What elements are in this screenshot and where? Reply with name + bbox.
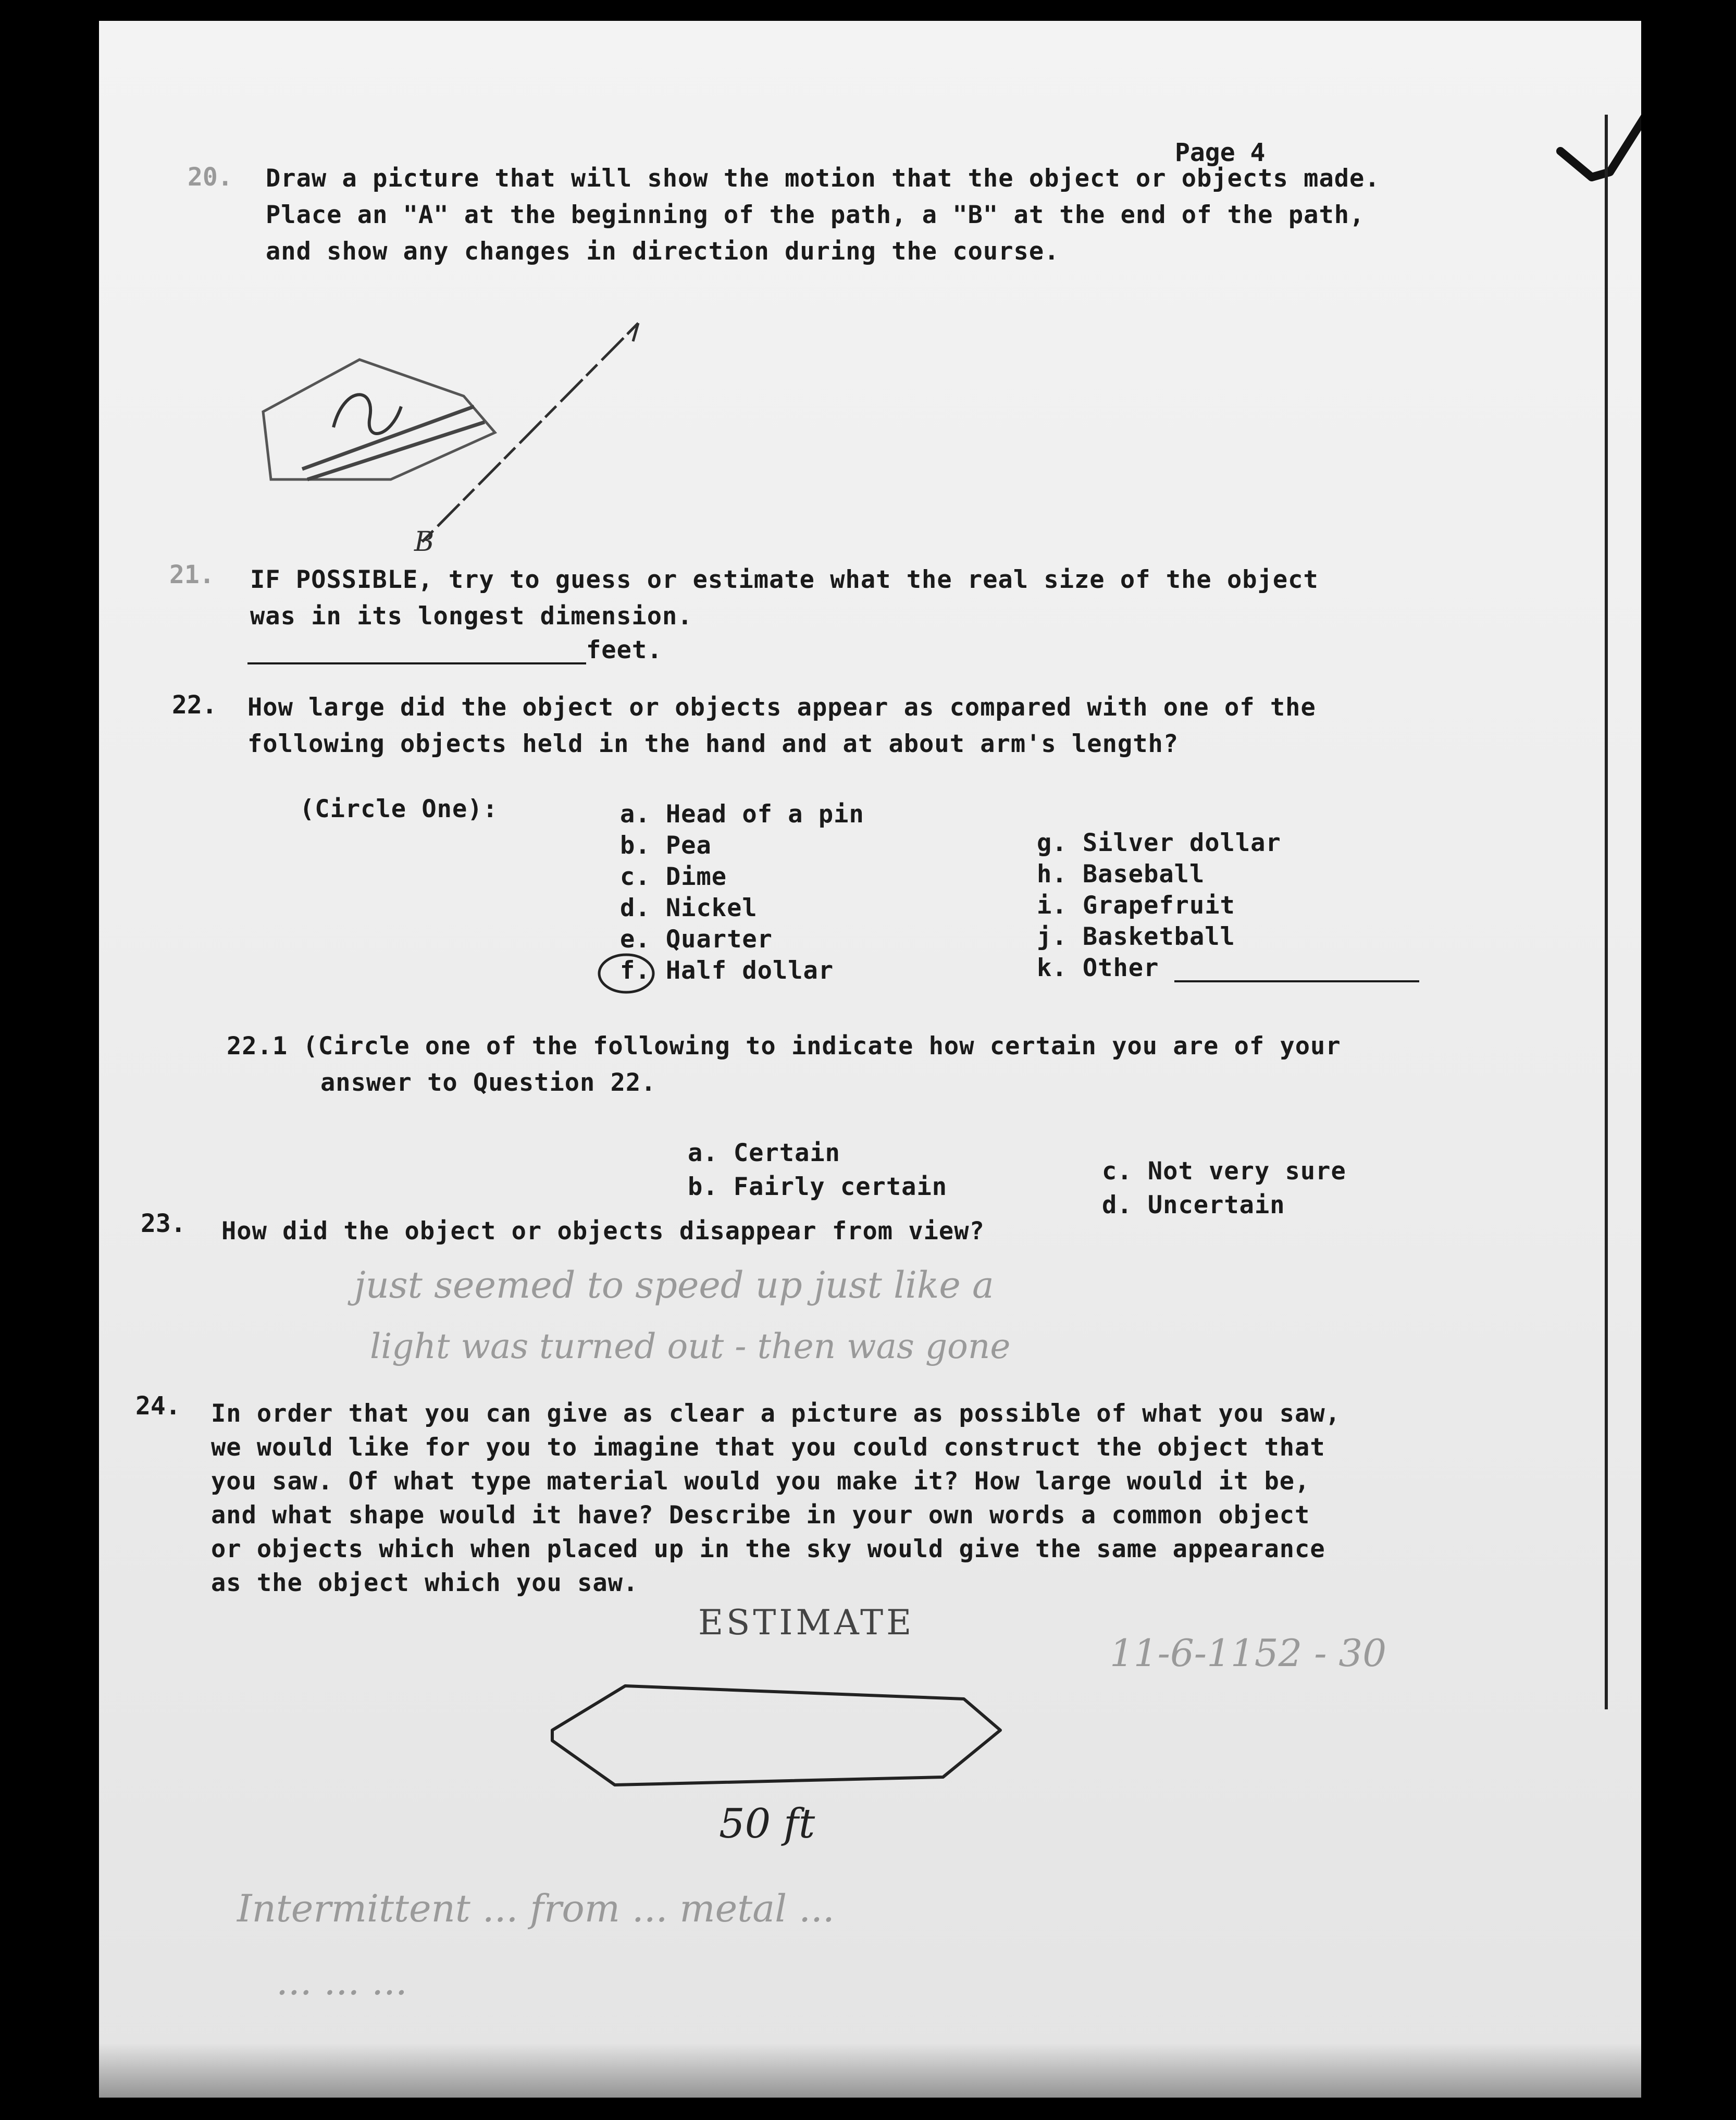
q22-line-2: following objects held in the hand and at about arm's length? [247, 730, 1179, 758]
q24-number: 24. [135, 1391, 181, 1421]
q20-line-1: Draw a picture that will show the motion that the object or objects made. [266, 164, 1380, 193]
option-letter: b. [688, 1173, 718, 1201]
q24-handwritten-side-note: 11-6-1152 - 30 [1110, 1631, 1387, 1675]
q24-handwritten-estimate: ESTIMATE [698, 1603, 915, 1643]
option-text: Nickel [665, 894, 758, 922]
q24-handwritten-line-1: Intermittent ... from ... metal ... [237, 1887, 835, 1930]
q21-line-1: IF POSSIBLE, try to guess or estimate what the real size of the object [250, 565, 1319, 594]
q24-line-3: you saw. Of what type material would you make it? How large would it be, [211, 1467, 1310, 1496]
option-letter: f. [620, 956, 651, 985]
q21-unit: feet. [586, 636, 663, 664]
q22-instruction: (Circle One): [300, 795, 498, 823]
option-text: Basketball [1082, 922, 1235, 951]
option-letter: a. [688, 1139, 718, 1167]
q24-handwritten-line-2: ... ... ... [276, 1959, 407, 2003]
q24-line-5: or objects which when placed up in the sky would give the same appearance [211, 1535, 1325, 1563]
q23-handwritten-line-1: just seemed to speed up just like a [354, 1264, 994, 1306]
option-text: Not very sure [1147, 1157, 1346, 1186]
option-letter: g. [1037, 829, 1068, 857]
option-letter: j. [1037, 922, 1068, 951]
option-text: Other [1082, 954, 1159, 982]
option-letter: d. [1102, 1191, 1133, 1219]
option-text: Half dollar [665, 956, 834, 985]
option-letter: d. [620, 894, 651, 922]
q23-number: 23. [141, 1209, 186, 1238]
option-letter: e. [620, 925, 651, 954]
q22-1-number: 22.1 [227, 1032, 288, 1061]
option-letter: b. [620, 831, 651, 860]
option-text: Quarter [665, 925, 773, 954]
q22-1-line-2: answer to Question 22. [320, 1068, 656, 1097]
q20-number: 20. [188, 163, 233, 192]
option-text: Dime [665, 862, 727, 891]
q22-line-1: How large did the object or objects appear as compared with one of the [247, 693, 1316, 722]
q22-1-text: (Circle one of the following to indicate how certain you are of your [303, 1032, 1341, 1061]
q20-line-2: Place an "A" at the beginning of the path, a "B" at the end of the path, [266, 201, 1365, 229]
option-text: Baseball [1082, 860, 1205, 889]
q24-line-4: and what shape would it have? Describe in your own words a common object [211, 1501, 1310, 1530]
object-shape-sketch [99, 21, 1641, 2098]
q24-line-1: In order that you can give as clear a picture as possible of what you saw, [211, 1399, 1341, 1428]
q23-handwritten-line-2: light was turned out - then was gone [370, 1326, 1011, 1366]
scan-band [99, 2043, 1641, 2098]
option-letter: i. [1037, 891, 1068, 920]
q21-number: 21. [169, 560, 215, 589]
sketch-label-b: B [414, 526, 435, 558]
option-letter: k. [1037, 954, 1068, 982]
q24-line-2: we would like for you to imagine that you could construct the object that [211, 1433, 1325, 1462]
option-text: Grapefruit [1082, 891, 1235, 920]
option-letter: a. [620, 800, 651, 829]
q22-number: 22. [172, 691, 217, 720]
option-text: Silver dollar [1082, 829, 1281, 857]
q24-handwritten-size: 50 ft [719, 1801, 815, 1847]
document-page [99, 21, 1641, 2098]
q21-line-2: was in its longest dimension. [250, 602, 693, 631]
option-text: Pea [665, 831, 712, 860]
option-text: Head of a pin [665, 800, 864, 829]
option-text: Certain [733, 1139, 840, 1167]
q24-line-6: as the object which you saw. [211, 1569, 639, 1597]
q20-line-3: and show any changes in direction during the course. [266, 237, 1060, 266]
q23-question: How did the object or objects disappear from view? [221, 1217, 985, 1246]
option-letter: c. [1102, 1157, 1133, 1186]
page-label: Page 4 [1175, 138, 1266, 167]
option-letter: h. [1037, 860, 1068, 889]
option-text: Uncertain [1147, 1191, 1285, 1219]
option-letter: c. [620, 862, 651, 891]
option-text: Fairly certain [733, 1173, 948, 1201]
